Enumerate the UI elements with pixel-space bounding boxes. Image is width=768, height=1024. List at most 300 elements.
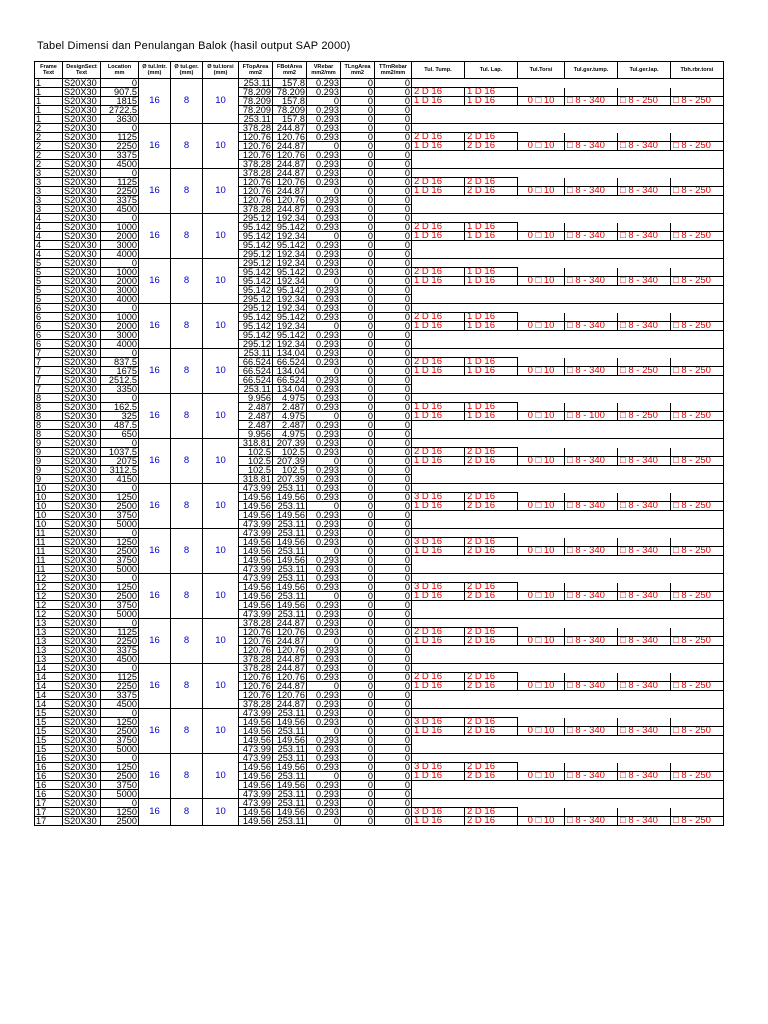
frame-cell: 15 [35,736,63,745]
ftoparea-cell: 378.28 [239,169,273,178]
section-cell: S20X30 [63,637,101,646]
fbotarea-cell: 149.56 [273,718,307,727]
frame-cell: 9 [35,448,63,457]
fbotarea-cell: 192.34 [273,295,307,304]
frame-cell: 3 [35,169,63,178]
location-cell: 3375 [101,691,139,700]
spacer-cell [671,628,724,637]
section-cell: S20X30 [63,295,101,304]
ttrnrebar-cell: 0 [375,745,412,754]
fbotarea-cell: 157.8 [273,115,307,124]
section-cell: S20X30 [63,277,101,286]
frame-cell: 8 [35,403,63,412]
ftoparea-cell: 253.11 [239,349,273,358]
spacer-cell [565,448,618,457]
fbotarea-cell: 4.975 [273,394,307,403]
section-cell: S20X30 [63,781,101,790]
spacer-cell [518,808,565,817]
frame-cell: 10 [35,511,63,520]
tul-lap-cell: 2 D 16 [465,817,518,826]
frame-cell: 8 [35,430,63,439]
dia-torsi-cell: 10 [203,394,239,439]
vrebar-cell: 0.293 [307,430,341,439]
vrebar-cell: 0.293 [307,556,341,565]
section-cell: S20X30 [63,106,101,115]
ftoparea-cell: 95.142 [239,223,273,232]
spacer-cell [518,763,565,772]
spacer-cell [618,583,671,592]
vrebar-cell: 0.293 [307,358,341,367]
table-row [35,394,724,403]
fbotarea-cell: 192.34 [273,259,307,268]
tul-torsi-cell: 0 □ 10 [518,547,565,556]
table-row [35,493,724,502]
ttrnrebar-cell: 0 [375,241,412,250]
vrebar-cell: 0.293 [307,241,341,250]
fbotarea-cell: 120.76 [273,133,307,142]
tlngarea-cell: 0 [341,403,375,412]
tul-ger-tump-cell: □ 8 - 340 [565,682,618,691]
ttrnrebar-cell: 0 [375,601,412,610]
table-row [35,133,724,142]
location-cell: 4150 [101,475,139,484]
column-header: Ø tul.lntr. (mm) [139,62,171,79]
vrebar-cell: 0 [307,142,341,151]
fbotarea-cell: 157.8 [273,79,307,88]
location-cell: 2722.5 [101,106,139,115]
tul-lap-cell: 2 D 16 [465,538,518,547]
tlngarea-cell: 0 [341,745,375,754]
spacer-cell [518,493,565,502]
spacer-cell [671,538,724,547]
location-cell: 1250 [101,493,139,502]
table-row [35,673,724,682]
spacer-cell [518,88,565,97]
vrebar-cell: 0.293 [307,169,341,178]
tul-torsi-cell: 0 □ 10 [518,637,565,646]
table-row [35,790,724,799]
tul-tump-cell: 2 D 16 [412,133,465,142]
ftoparea-cell: 473.99 [239,754,273,763]
tlngarea-cell: 0 [341,259,375,268]
ttrnrebar-cell: 0 [375,196,412,205]
fbotarea-cell: 253.11 [273,592,307,601]
ttrnrebar-cell: 0 [375,124,412,133]
spacer-cell [412,475,724,484]
tlngarea-cell: 0 [341,376,375,385]
ftoparea-cell: 378.28 [239,160,273,169]
table-row [35,646,724,655]
table-row [35,502,724,511]
tbh-torsi-cell: □ 8 - 250 [671,367,724,376]
ftoparea-cell: 78.209 [239,106,273,115]
fbotarea-cell: 95.142 [273,268,307,277]
dia-lntr-cell: 16 [139,394,171,439]
frame-cell: 13 [35,628,63,637]
location-cell: 5000 [101,790,139,799]
fbotarea-cell: 149.56 [273,538,307,547]
ttrnrebar-cell: 0 [375,304,412,313]
frame-cell: 12 [35,592,63,601]
table-row [35,115,724,124]
table-row [35,709,724,718]
tul-tump-cell: 2 D 16 [412,313,465,322]
fbotarea-cell: 244.87 [273,700,307,709]
fbotarea-cell: 120.76 [273,646,307,655]
table-row [35,691,724,700]
dia-torsi-cell: 10 [203,259,239,304]
location-cell: 2500 [101,592,139,601]
frame-cell: 6 [35,340,63,349]
tlngarea-cell: 0 [341,682,375,691]
fbotarea-cell: 149.56 [273,808,307,817]
spacer-cell [518,718,565,727]
table-row [35,592,724,601]
ttrnrebar-cell: 0 [375,646,412,655]
dia-lntr-cell: 16 [139,169,171,214]
location-cell: 3750 [101,556,139,565]
dia-ger-cell: 8 [171,214,203,259]
ftoparea-cell: 78.209 [239,97,273,106]
tlngarea-cell: 0 [341,187,375,196]
frame-cell: 3 [35,205,63,214]
table-row [35,367,724,376]
dia-torsi-cell: 10 [203,799,239,826]
dia-lntr-cell: 16 [139,574,171,619]
table-row [35,799,724,808]
tul-tump-cell: 1 D 16 [412,142,465,151]
ftoparea-cell: 120.76 [239,637,273,646]
location-cell: 0 [101,574,139,583]
fbotarea-cell: 95.142 [273,241,307,250]
section-cell: S20X30 [63,133,101,142]
location-cell: 4500 [101,160,139,169]
location-cell: 3750 [101,511,139,520]
tlngarea-cell: 0 [341,601,375,610]
spacer-cell [412,556,724,565]
tul-ger-tump-cell: □ 8 - 340 [565,457,618,466]
tul-lap-cell: 2 D 16 [465,187,518,196]
tul-tump-cell: 3 D 16 [412,763,465,772]
location-cell: 3375 [101,151,139,160]
frame-cell: 12 [35,574,63,583]
spacer-cell [671,583,724,592]
vrebar-cell: 0 [307,817,341,826]
section-cell: S20X30 [63,124,101,133]
table-row [35,547,724,556]
tlngarea-cell: 0 [341,439,375,448]
spacer-cell [412,106,724,115]
tlngarea-cell: 0 [341,475,375,484]
section-cell: S20X30 [63,448,101,457]
location-cell: 4500 [101,205,139,214]
tul-torsi-cell: 0 □ 10 [518,727,565,736]
fbotarea-cell: 120.76 [273,673,307,682]
ftoparea-cell: 120.76 [239,187,273,196]
frame-cell: 13 [35,646,63,655]
vrebar-cell: 0 [307,637,341,646]
section-cell: S20X30 [63,628,101,637]
frame-cell: 5 [35,286,63,295]
vrebar-cell: 0.293 [307,79,341,88]
location-cell: 0 [101,619,139,628]
location-cell: 0 [101,394,139,403]
dia-ger-cell: 8 [171,529,203,574]
section-cell: S20X30 [63,610,101,619]
tlngarea-cell: 0 [341,214,375,223]
dia-lntr-cell: 16 [139,709,171,754]
frame-cell: 13 [35,655,63,664]
tul-ger-tump-cell: □ 8 - 340 [565,97,618,106]
location-cell: 1815 [101,97,139,106]
tlngarea-cell: 0 [341,754,375,763]
ttrnrebar-cell: 0 [375,97,412,106]
spacer-cell [412,430,724,439]
location-cell: 5000 [101,565,139,574]
vrebar-cell: 0.293 [307,619,341,628]
dia-torsi-cell: 10 [203,574,239,619]
frame-cell: 5 [35,268,63,277]
tul-ger-lap-cell: □ 8 - 250 [618,412,671,421]
ftoparea-cell: 149.56 [239,493,273,502]
frame-cell: 10 [35,484,63,493]
dia-ger-cell: 8 [171,484,203,529]
location-cell: 5000 [101,610,139,619]
tlngarea-cell: 0 [341,367,375,376]
vrebar-cell: 0.293 [307,304,341,313]
tbh-torsi-cell: □ 8 - 250 [671,547,724,556]
fbotarea-cell: 66.524 [273,358,307,367]
table-row [35,601,724,610]
tul-lap-cell: 1 D 16 [465,268,518,277]
column-header: Tul. Lap. [465,62,518,79]
table-row [35,655,724,664]
ftoparea-cell: 473.99 [239,745,273,754]
spacer-cell [412,700,724,709]
dia-lntr-cell: 16 [139,79,171,124]
ftoparea-cell: 66.524 [239,367,273,376]
fbotarea-cell: 192.34 [273,304,307,313]
frame-cell: 9 [35,457,63,466]
vrebar-cell: 0.293 [307,106,341,115]
section-cell: S20X30 [63,223,101,232]
frame-cell: 14 [35,700,63,709]
vrebar-cell: 0.293 [307,124,341,133]
location-cell: 2500 [101,817,139,826]
ftoparea-cell: 149.56 [239,781,273,790]
location-cell: 1675 [101,367,139,376]
column-header: VRebar mm2/mm [307,62,341,79]
tul-tump-cell: 3 D 16 [412,583,465,592]
section-cell: S20X30 [63,502,101,511]
spacer-cell [618,268,671,277]
tul-lap-cell: 1 D 16 [465,223,518,232]
section-cell: S20X30 [63,799,101,808]
frame-cell: 6 [35,304,63,313]
frame-cell: 1 [35,115,63,124]
ttrnrebar-cell: 0 [375,736,412,745]
spacer-cell [412,214,724,223]
ttrnrebar-cell: 0 [375,223,412,232]
ftoparea-cell: 149.56 [239,808,273,817]
fbotarea-cell: 120.76 [273,178,307,187]
ttrnrebar-cell: 0 [375,79,412,88]
spacer-cell [412,250,724,259]
column-header: Tul.gsr.tump. [565,62,618,79]
table-row [35,817,724,826]
ttrnrebar-cell: 0 [375,610,412,619]
section-cell: S20X30 [63,817,101,826]
fbotarea-cell: 244.87 [273,187,307,196]
location-cell: 1250 [101,808,139,817]
spacer-cell [618,493,671,502]
tlngarea-cell: 0 [341,520,375,529]
table-row [35,718,724,727]
dia-ger-cell: 8 [171,619,203,664]
frame-cell: 12 [35,610,63,619]
spacer-cell [518,358,565,367]
location-cell: 4000 [101,250,139,259]
spacer-cell [412,601,724,610]
frame-cell: 6 [35,313,63,322]
ttrnrebar-cell: 0 [375,385,412,394]
tul-lap-cell: 1 D 16 [465,97,518,106]
spacer-cell [618,808,671,817]
spacer-cell [618,223,671,232]
spacer-cell [618,718,671,727]
dia-lntr-cell: 16 [139,664,171,709]
tul-torsi-cell: 0 □ 10 [518,502,565,511]
section-cell: S20X30 [63,673,101,682]
table-row [35,223,724,232]
tlngarea-cell: 0 [341,286,375,295]
table-row [35,295,724,304]
spacer-cell [518,448,565,457]
section-cell: S20X30 [63,709,101,718]
fbotarea-cell: 253.11 [273,520,307,529]
frame-cell: 17 [35,808,63,817]
spacer-cell [618,313,671,322]
section-cell: S20X30 [63,313,101,322]
vrebar-cell: 0.293 [307,178,341,187]
section-cell: S20X30 [63,565,101,574]
tul-ger-lap-cell: □ 8 - 340 [618,817,671,826]
vrebar-cell: 0.293 [307,484,341,493]
location-cell: 4500 [101,655,139,664]
tul-lap-cell: 2 D 16 [465,673,518,682]
column-header: Location mm [101,62,139,79]
dia-ger-cell: 8 [171,169,203,214]
ftoparea-cell: 378.28 [239,205,273,214]
tul-ger-lap-cell: □ 8 - 340 [618,592,671,601]
tul-lap-cell: 2 D 16 [465,547,518,556]
frame-cell: 7 [35,376,63,385]
table-row [35,700,724,709]
tul-lap-cell: 2 D 16 [465,502,518,511]
spacer-cell [618,763,671,772]
tul-tump-cell: 3 D 16 [412,718,465,727]
spacer-cell [412,421,724,430]
spacer-cell [618,403,671,412]
table-row [35,439,724,448]
vrebar-cell: 0.293 [307,790,341,799]
table-row [35,169,724,178]
ftoparea-cell: 66.524 [239,376,273,385]
frame-cell: 8 [35,394,63,403]
spacer-cell [518,583,565,592]
dia-lntr-cell: 16 [139,124,171,169]
frame-cell: 4 [35,223,63,232]
section-cell: S20X30 [63,592,101,601]
tul-tump-cell: 1 D 16 [412,187,465,196]
tlngarea-cell: 0 [341,115,375,124]
tlngarea-cell: 0 [341,700,375,709]
ftoparea-cell: 149.56 [239,817,273,826]
fbotarea-cell: 78.209 [273,88,307,97]
tul-lap-cell: 2 D 16 [465,178,518,187]
section-cell: S20X30 [63,331,101,340]
tul-lap-cell: 2 D 16 [465,592,518,601]
location-cell: 1037.5 [101,448,139,457]
table-row [35,565,724,574]
spacer-cell [671,268,724,277]
ttrnrebar-cell: 0 [375,700,412,709]
section-cell: S20X30 [63,403,101,412]
frame-cell: 4 [35,214,63,223]
ftoparea-cell: 66.524 [239,358,273,367]
vrebar-cell: 0.293 [307,718,341,727]
tul-ger-lap-cell: □ 8 - 250 [618,367,671,376]
fbotarea-cell: 244.87 [273,619,307,628]
tul-ger-tump-cell: □ 8 - 340 [565,277,618,286]
section-cell: S20X30 [63,430,101,439]
vrebar-cell: 0.293 [307,466,341,475]
ttrnrebar-cell: 0 [375,268,412,277]
section-cell: S20X30 [63,556,101,565]
spacer-cell [671,763,724,772]
vrebar-cell: 0.293 [307,340,341,349]
ftoparea-cell: 78.209 [239,88,273,97]
tul-lap-cell: 1 D 16 [465,412,518,421]
table-row [35,574,724,583]
section-cell: S20X30 [63,619,101,628]
spacer-cell [518,223,565,232]
section-cell: S20X30 [63,205,101,214]
ftoparea-cell: 253.11 [239,115,273,124]
tlngarea-cell: 0 [341,457,375,466]
ftoparea-cell: 120.76 [239,178,273,187]
frame-cell: 15 [35,709,63,718]
dia-ger-cell: 8 [171,124,203,169]
dia-ger-cell: 8 [171,439,203,484]
location-cell: 1125 [101,133,139,142]
fbotarea-cell: 134.04 [273,349,307,358]
tul-ger-lap-cell: □ 8 - 340 [618,232,671,241]
ttrnrebar-cell: 0 [375,250,412,259]
frame-cell: 11 [35,547,63,556]
tul-lap-cell: 2 D 16 [465,457,518,466]
spacer-cell [565,178,618,187]
location-cell: 3630 [101,115,139,124]
frame-cell: 1 [35,88,63,97]
tlngarea-cell: 0 [341,223,375,232]
tul-lap-cell: 1 D 16 [465,403,518,412]
table-row [35,736,724,745]
fbotarea-cell: 102.5 [273,448,307,457]
tul-torsi-cell: 0 □ 10 [518,367,565,376]
tbh-torsi-cell: □ 8 - 250 [671,817,724,826]
section-cell: S20X30 [63,700,101,709]
